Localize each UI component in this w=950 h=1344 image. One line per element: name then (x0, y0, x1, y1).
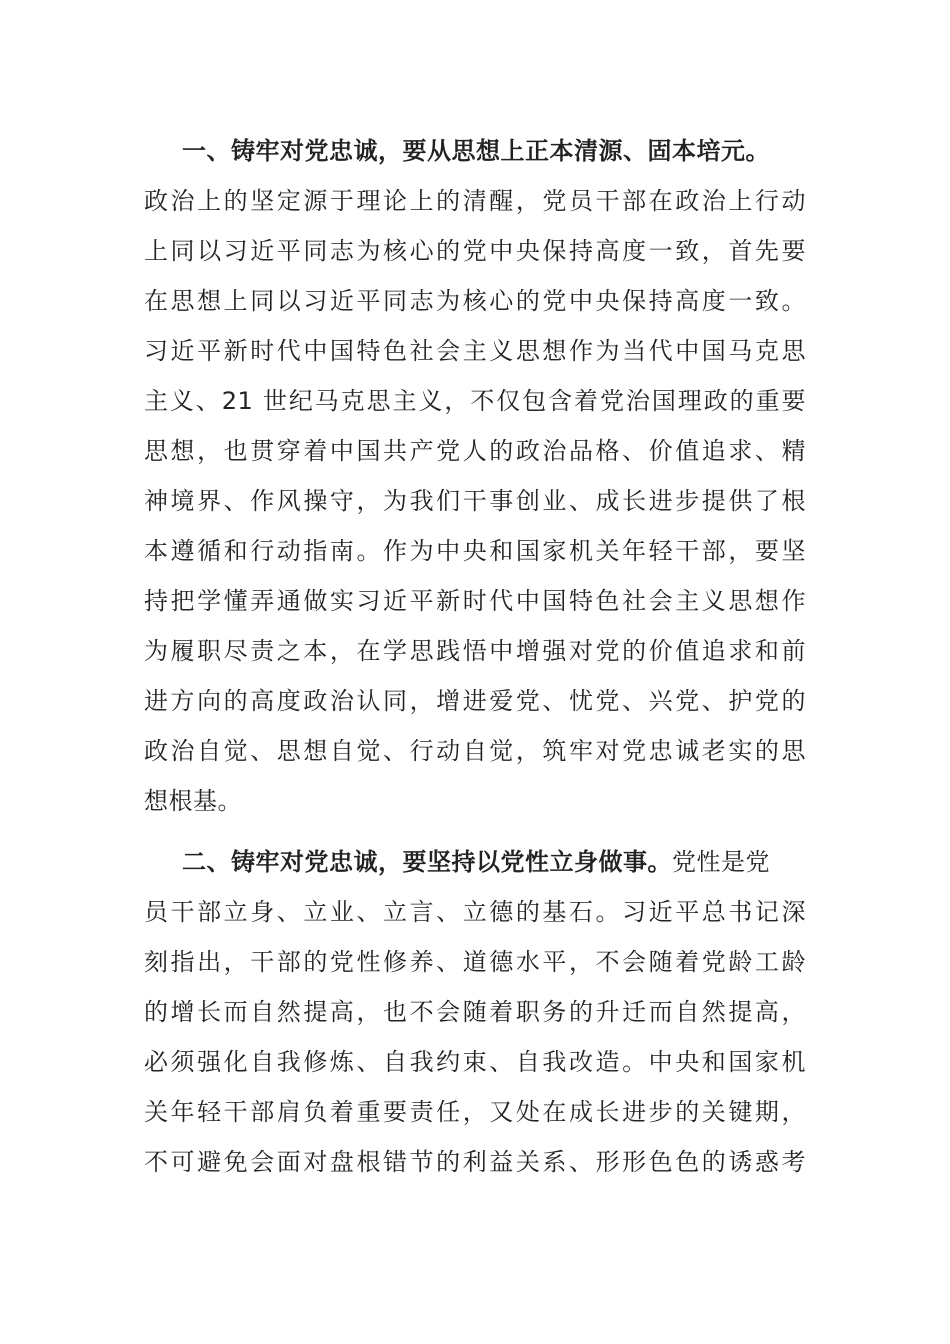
paragraph-1-line: 上同以习近平同志为核心的党中央保持高度一致，首先要 (144, 237, 806, 265)
paragraph-2 (144, 837, 806, 1187)
paragraph-2-line: 必须强化自我修炼、自我约束、自我改造。中央和国家机 (144, 1048, 806, 1076)
paragraph-1-line: 为履职尽责之本，在学思践悟中增强对党的价值追求和前 (144, 637, 806, 665)
paragraph-1-line: 本遵循和行动指南。作为中央和国家机关年轻干部，要坚 (144, 537, 806, 565)
paragraph-1-line: 神境界、作风操守，为我们干事创业、成长进步提供了根 (144, 487, 806, 515)
paragraph-1-line: 持把学懂弄通做实习近平新时代中国特色社会主义思想作 (144, 587, 806, 615)
paragraph-2-line: 的增长而自然提高，也不会随着职务的升迁而自然提高， (144, 998, 806, 1026)
paragraph-1-line: 思想，也贯穿着中国共产党人的政治品格、价值追求、精 (144, 437, 806, 465)
paragraph-1-line: 想根基。 (144, 787, 242, 815)
paragraph-1-heading: 一、铸牢对党忠诚，要从思想上正本清源、固本培元。 (182, 137, 770, 165)
document-body (144, 126, 806, 1187)
paragraph-1-line: 在思想上同以习近平同志为核心的党中央保持高度一致。 (144, 287, 806, 315)
paragraph-1-heading-line (144, 126, 806, 176)
paragraph-1 (144, 126, 806, 826)
paragraph-2-line: 关年轻干部肩负着重要责任，又处在成长进步的关键期， (144, 1098, 806, 1126)
paragraph-1-line: 习近平新时代中国特色社会主义思想作为当代中国马克思 (144, 337, 806, 365)
paragraph-2-heading: 二、铸牢对党忠诚，要坚持以党性立身做事。 (182, 848, 672, 876)
paragraph-1-line: 主义、21 世纪马克思主义，不仅包含着党治国理政的重要 (144, 387, 806, 415)
paragraph-1-line: 政治上的坚定源于理论上的清醒，党员干部在政治上行动 (144, 187, 806, 215)
paragraph-2-line: 不可避免会面对盘根错节的利益关系、形形色色的诱惑考 (144, 1148, 806, 1176)
paragraph-2-heading-line (144, 837, 806, 887)
paragraph-1-line: 进方向的高度政治认同，增进爱党、忧党、兴党、护党的 (144, 687, 806, 715)
paragraph-2-line: 员干部立身、立业、立言、立德的基石。习近平总书记深 (144, 898, 806, 926)
paragraph-2-line: 刻指出，干部的党性修养、道德水平，不会随着党龄工龄 (144, 948, 806, 976)
paragraph-1-line: 政治自觉、思想自觉、行动自觉，筑牢对党忠诚老实的思 (144, 737, 806, 765)
paragraph-2-heading-tail: 党性是党 (672, 848, 770, 876)
